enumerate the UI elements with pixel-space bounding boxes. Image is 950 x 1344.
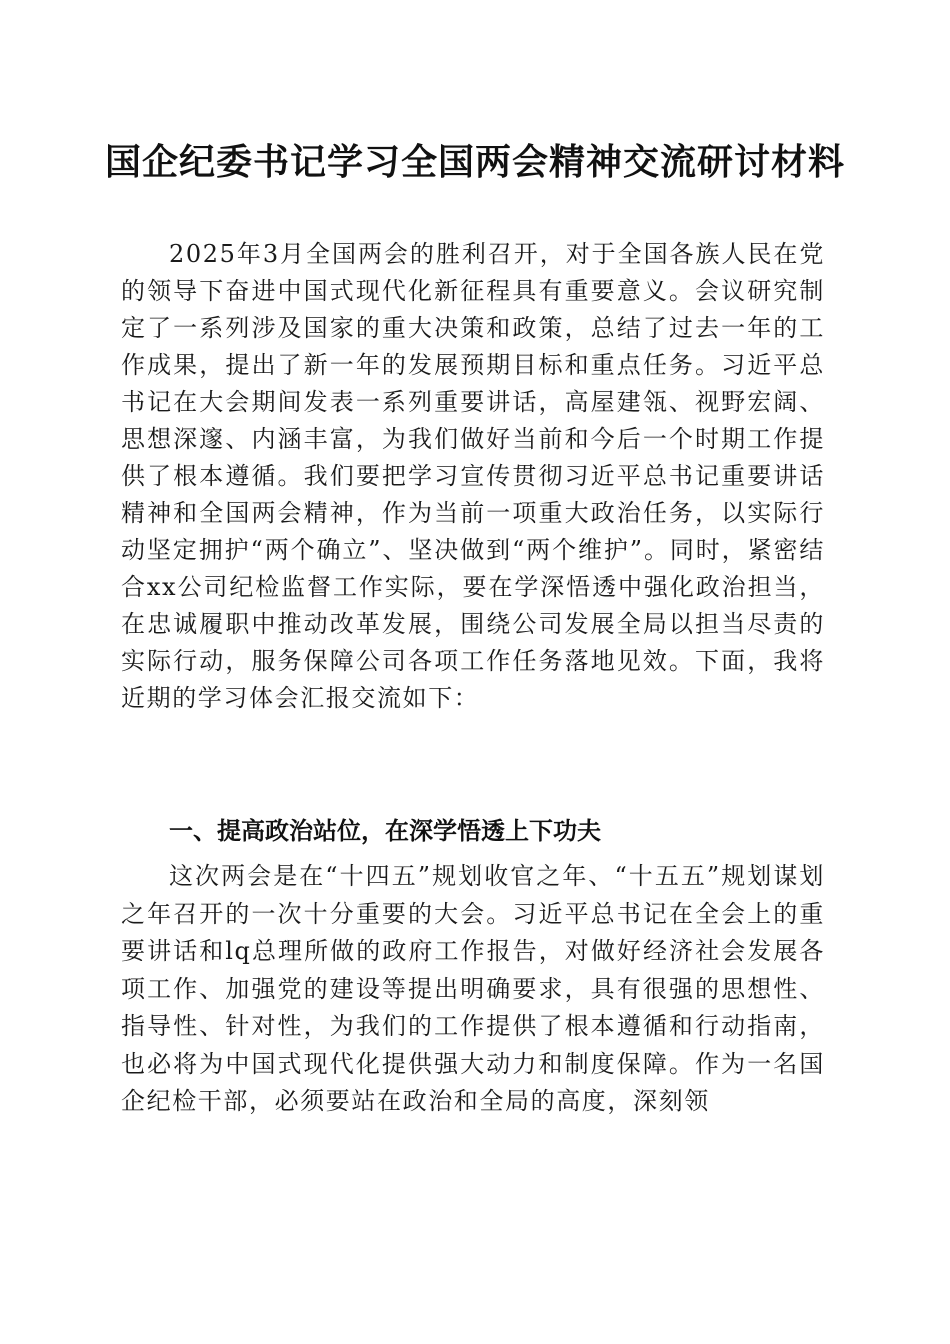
section-heading-1: 一、提高政治站位，在深学悟透上下功夫 — [169, 817, 601, 845]
intro-paragraph: 2025年3月全国两会的胜利召开，对于全国各族人民在党的领导下奋进中国式现代化新征程具有重要意义。会议研究制定了一系列涉及国家的重大决策和政策，总结了过去一年的工作成果，提出了新一年的发展预期目标和重点任务。习近平总书记在大会期间发表一系列重要讲话，高屋建瓴、视野宏阔、思想深邃、内涵丰富，为我们做好当前和今后一个时期工作提供了根本遵循。我们要把学习宣传贯彻习近平总书记重要讲话精神和全国两会精神，作为当前一项重大政治任务，以实际行动坚定拥护“两个确立”、坚决做到“两个维护”。同时，紧密结合xx公司纪检监督工作实际，要在学深悟透中强化政治担当，在忠诚履职中推动改革发展，围绕公司发展全局以担当尽责的实际行动，服务保障公司各项工作任务落地见效。下面，我将近期的学习体会汇报交流如下： — [121, 240, 825, 712]
section-1-paragraph: 这次两会是在“十四五”规划收官之年、“十五五”规划谋划之年召开的一次十分重要的大会。习近平总书记在全会上的重要讲话和lq总理所做的政府工作报告，对做好经济社会发展各项工作、加强党的建设等提出明确要求，具有很强的思想性、指导性、针对性，为我们的工作提供了根本遵循和行动指南，也必将为中国式现代化提供强大动力和制度保障。作为一名国企纪检干部，必须要站在政治和全局的高度，深刻领 — [121, 862, 825, 1115]
document-title: 国企纪委书记学习全国两会精神交流研讨材料 — [104, 141, 845, 183]
